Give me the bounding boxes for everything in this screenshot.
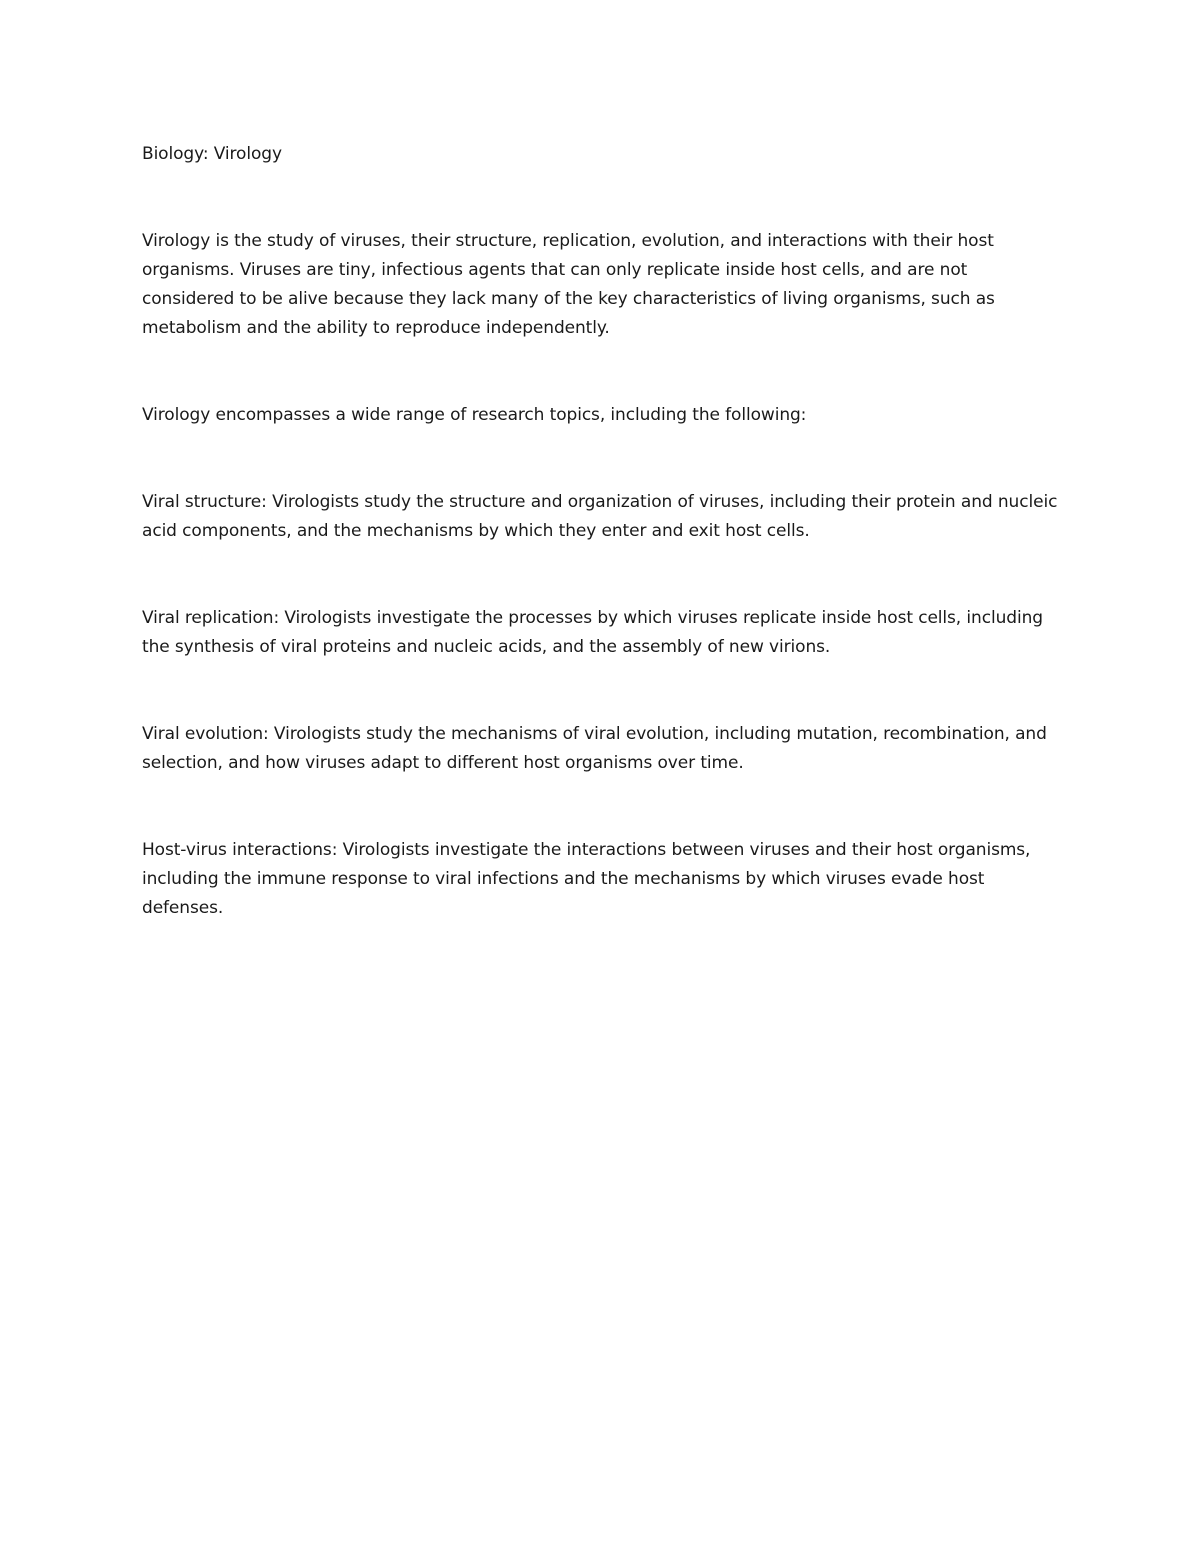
document-title: Biology: Virology — [142, 144, 282, 164]
topic-viral-structure: Viral structure: Virologists study the structure and organization of viruses, including their protein and nucleic acid components, and the mechanisms by which they enter and exit host cells. — [142, 492, 1058, 541]
intro-paragraph: Virology is the study of viruses, their structure, replication, evolution, and interactions with their host organisms. Viruses are tiny, infectious agents that can only replicate inside host cells, and are not considered to be alive because they lack many of the key characteristics of living organisms, such as metabolism and the ability to reproduce independently. — [142, 231, 995, 338]
document-body — [142, 140, 1062, 981]
lead-in-paragraph: Virology encompasses a wide range of research topics, including the following: — [142, 405, 807, 425]
topic-viral-replication: Viral replication: Virologists investigate the processes by which viruses replicate inside host cells, including the synthesis of viral proteins and nucleic acids, and the assembly of new virions. — [142, 608, 1043, 657]
topic-viral-evolution: Viral evolution: Virologists study the mechanisms of viral evolution, including mutation, recombination, and selection, and how viruses adapt to different host organisms over time. — [142, 724, 1047, 773]
topic-host-virus-interactions: Host-virus interactions: Virologists investigate the interactions between viruses and their host organisms, including the immune response to viral infections and the mechanisms by which viruses evade host defenses. — [142, 840, 1031, 918]
